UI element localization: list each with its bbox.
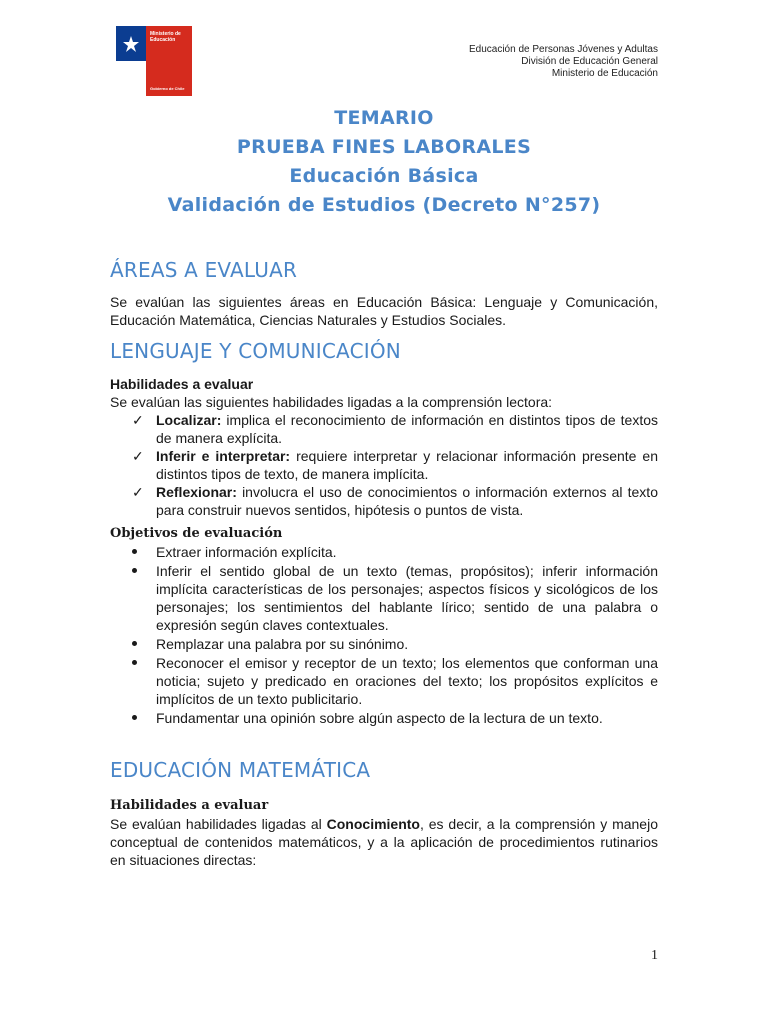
check-icon: ✓ bbox=[132, 412, 144, 428]
intro-text: , es decir, a la comprensión y manejo conceptual de contenidos matemáticos, y a la aplicación de procedimientos rutinarios en situaciones directas: bbox=[110, 816, 658, 868]
skill-term: Localizar: bbox=[156, 412, 222, 428]
check-icon: ✓ bbox=[132, 484, 144, 500]
intro-text: Se evalúan habilidades ligadas al bbox=[110, 816, 327, 832]
objective-text: Inferir el sentido global de un texto (temas, propósitos); inferir información implícita características de los personajes; aspectos físicos y sicológicos de los personajes; los sentimientos del hablante lírico; sentido de una palabra o expresión según claves contextuales. bbox=[156, 563, 658, 633]
skill-term: Inferir e interpretar: bbox=[156, 448, 291, 464]
lenguaje-skills-block bbox=[110, 375, 658, 519]
section-heading-areas: ÁREAS A EVALUAR bbox=[110, 258, 298, 282]
bullet-icon bbox=[132, 660, 137, 665]
objective-text: Remplazar una palabra por su sinónimo. bbox=[156, 636, 409, 652]
star-icon bbox=[116, 26, 146, 61]
ministry-logo bbox=[116, 26, 192, 96]
objective-text: Fundamentar una opinión sobre algún aspecto de la lectura de un texto. bbox=[156, 710, 603, 726]
skills-list bbox=[110, 411, 658, 519]
section-heading-matematica: EDUCACIÓN MATEMÁTICA bbox=[110, 758, 371, 782]
check-icon: ✓ bbox=[132, 448, 144, 464]
objectives-title: Objetivos de evaluación bbox=[110, 526, 283, 541]
objective-text: Extraer información explícita. bbox=[156, 544, 337, 560]
matematica-skills-block bbox=[110, 797, 658, 869]
skill-text: involucra el uso de conocimientos o información externos al texto para construir nuevos sentidos, hipótesis o puntos de vista. bbox=[156, 484, 658, 518]
document-title bbox=[0, 104, 768, 220]
bullet-icon bbox=[132, 715, 137, 720]
page-number: 1 bbox=[651, 948, 658, 963]
list-item bbox=[110, 635, 658, 653]
list-item bbox=[110, 562, 658, 634]
bullet-icon bbox=[132, 549, 137, 554]
header-line: Educación de Personas Jóvenes y Adultas bbox=[468, 44, 658, 55]
list-item bbox=[110, 709, 658, 727]
list-item bbox=[110, 411, 658, 447]
areas-paragraph: Se evalúan las siguientes áreas en Educación Básica: Lenguaje y Comunicación, Educación Matemática, Ciencias Naturales y Estudios Sociales. bbox=[110, 294, 658, 328]
intro-bold: Conocimiento bbox=[326, 816, 420, 832]
bullet-icon bbox=[132, 568, 137, 573]
list-item bbox=[110, 654, 658, 708]
matematica-intro bbox=[110, 815, 658, 869]
skill-text: requiere interpretar y relacionar información presente en distintos tipos de texto, de manera implícita. bbox=[156, 448, 658, 482]
section-heading-lenguaje: LENGUAJE Y COMUNICACIÓN bbox=[110, 339, 401, 363]
list-item bbox=[110, 483, 658, 519]
title-line: PRUEBA FINES LABORALES bbox=[236, 136, 532, 158]
title-line: Validación de Estudios (Decreto N°257) bbox=[167, 194, 601, 216]
list-item bbox=[110, 543, 658, 561]
header-line: División de Educación General bbox=[521, 56, 658, 67]
logo-ministry-text: Ministerio de Educación bbox=[150, 31, 181, 43]
skills-title: Habilidades a evaluar bbox=[110, 376, 254, 392]
list-item bbox=[110, 447, 658, 483]
skill-term: Reflexionar: bbox=[156, 484, 237, 500]
objectives-list bbox=[110, 543, 658, 727]
bullet-icon bbox=[132, 641, 137, 646]
lenguaje-objectives-block bbox=[110, 525, 658, 728]
objective-text: Reconocer el emisor y receptor de un texto; los elementos que conforman una noticia; sujeto y predicado en oraciones del texto; los propósitos explícitos e implícitos de un texto publicitario. bbox=[156, 655, 658, 707]
skill-text: implica el reconocimiento de información en distintos tipos de textos de manera explícita. bbox=[156, 412, 658, 446]
title-line: TEMARIO bbox=[334, 107, 434, 129]
title-line: Educación Básica bbox=[289, 165, 479, 187]
header-institution bbox=[469, 44, 658, 80]
header-line: Ministerio de Educación bbox=[551, 68, 658, 79]
logo-gov-text: Gobierno de Chile bbox=[150, 86, 185, 91]
skills-intro: Se evalúan las siguientes habilidades ligadas a la comprensión lectora: bbox=[110, 394, 553, 410]
skills-title: Habilidades a evaluar bbox=[110, 798, 269, 813]
